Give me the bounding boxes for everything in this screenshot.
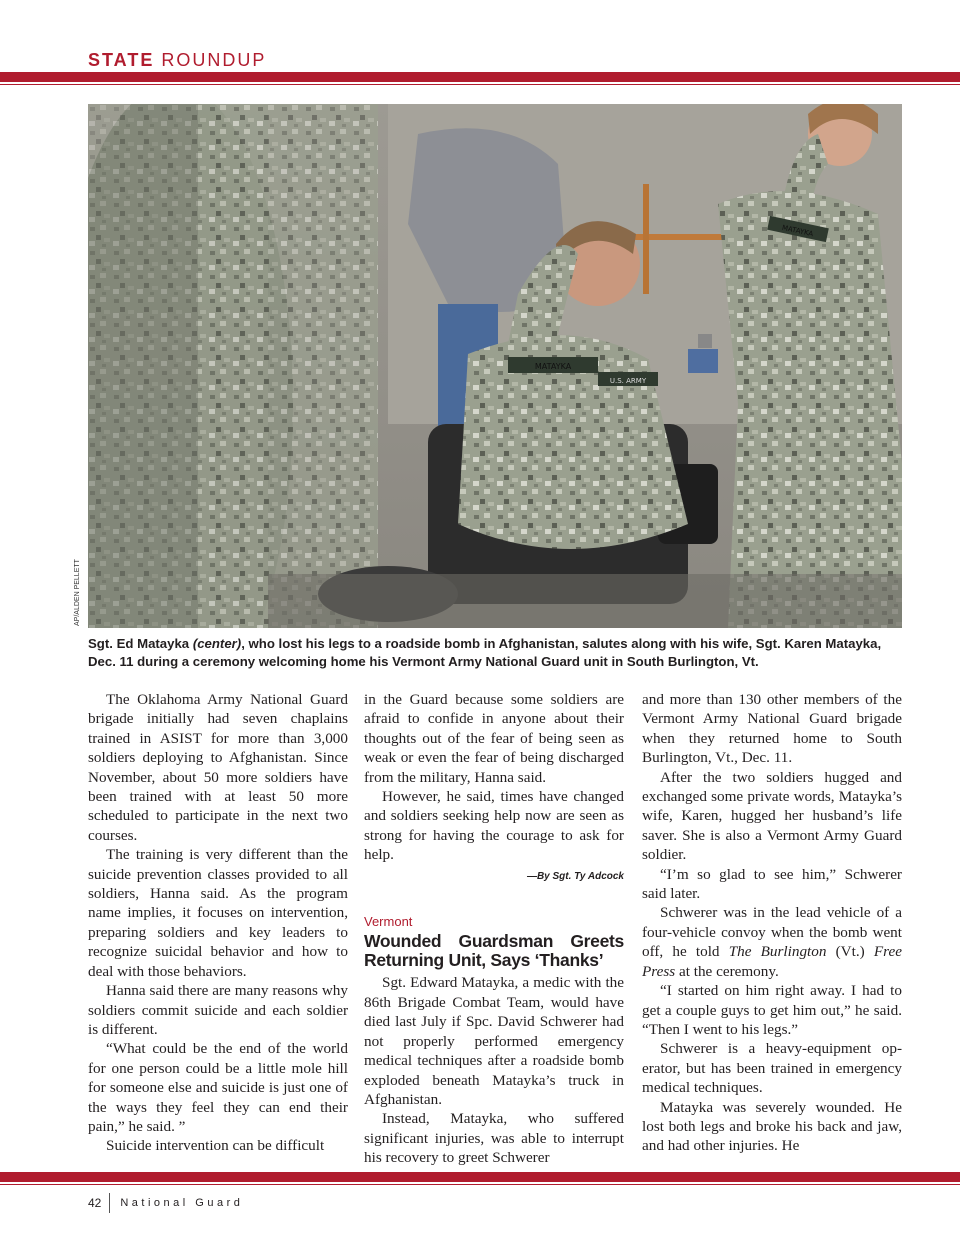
text-run: (Vt.) [826,943,874,961]
paragraph: The Oklahoma Army National Guard brigade initially had seven chaplains trained in ASIST for more than 3,000 soldiers deploying to Afghanistan. Since November, about 50 more soldiers have been trained with at least 50 more scheduled to participate in the next two courses. [88,691,348,844]
paragraph: “I started on him right away. I had to get a couple guys to get him out,” he said. “Then I went to his legs.” [642,982,902,1038]
publication-name: Free Press [642,943,902,980]
army-tape-text: U.S. ARMY [609,377,647,385]
photo-caption [88,635,902,671]
section-header [88,50,266,71]
paragraph: After the two soldiers hugged and exchanged some private words, Matayka’s wife, Karen, hugged her husband’s life saver. She is also a Vermont Army Guard soldier. [642,768,902,864]
magazine-name: National Guard [120,1197,244,1209]
section-header-light: ROUNDUP [161,50,267,70]
paragraph: However, he said, times have changed and soldiers seeking help now are seen as strong for having the courage to ask for help. [364,788,624,864]
text-run: Schwerer was in the lead vehicle of a four-vehicle convoy when the bomb went off, he told [642,904,902,961]
photo-illustration [88,104,902,628]
caption-part3: , who lost his legs to a roadside bomb in Afghanistan, salutes along with his wife, Sgt. Karen Matayka, Dec. 11 during a ceremony welcoming home his Vermont Army National Guard unit in South Burlington, Vt. [88,636,882,669]
article-headline: Wounded Guardsman Greets Returning Unit, Says ‘Thanks’ [364,931,624,971]
byline: —By Sgt. Ty Adcock [526,870,624,882]
caption-part1: Sgt. Ed Matayka [88,636,193,651]
footer-divider [109,1193,110,1213]
section-header-bold: STATE [88,50,155,70]
top-rule-thin [0,84,960,85]
nametape-right-text: MATAYKA [781,223,814,239]
bottom-rule-thin [0,1184,960,1185]
paragraph: in the Guard because some soldiers are afraid to confide in anyone about their thoughts out of the fear of being seen as weak or even the fear of being discharged from the military, Hanna said. [364,691,624,786]
bottom-rule [0,1172,960,1182]
publication-name: The Burlington [728,943,827,961]
page-footer [88,1193,243,1213]
paragraph: The training is very different than the suicide prevention classes provided to all soldiers, Hanna said. As the program name implies, it focuses on intervention, preparing soldiers and key leaders to recognize suicidal behavior and how to deal with those behaviors. [88,846,348,980]
paragraph [642,903,902,981]
main-photo [88,104,902,628]
column-2 [364,690,624,1168]
nametape-center-text: MATAYKA [534,362,572,371]
text-run: at the ceremony. [675,962,779,980]
caption-emphasis: (center) [192,636,242,651]
article-kicker: Vermont [364,914,413,930]
paragraph: Schwerer is a heavy-equipment operator, but has been trained in emergency medical techniques. [642,1040,902,1097]
paragraph: Suicide intervention can be difficult [106,1137,325,1155]
paragraph: “What could be the end of the world for one person could be a little mole hill for someone else and suicide is just one of the ways they feel they can end their pain,” he said. ” [88,1040,348,1135]
column-3 [642,690,902,1156]
page-number: 42 [88,1196,102,1210]
paragraph: Matayka was severely wounded. He lost both legs and broke his back and jaw, and had other injuries. He [642,1098,902,1155]
photo-credit-text: AP/ALDEN PELLETT [74,559,81,626]
photo-credit [74,556,86,626]
column-1 [88,690,348,1156]
top-rule [0,72,960,82]
paragraph: Sgt. Edward Matayka, a medic with the 86th Brigade Combat Team, would have died last July if Spc. David Schwerer had not properly performed emergency medical techniques after a roadside bomb exploded beneath Matayka’s truck in Afghanistan. [364,974,624,1108]
paragraph: “I’m so glad to see him,” Schwerer said later. [642,865,902,903]
paragraph: and more than 130 other members of the Vermont Army National Guard brigade when they returned home to South Burlington, Vt., Dec. 11. [642,691,902,767]
paragraph: Hanna said there are many reasons why soldiers commit suicide and each soldier is different. [88,982,348,1038]
paragraph: Instead, Matayka, who suffered significant injuries, was able to interrupt his recovery to greet Schwerer [364,1110,624,1167]
